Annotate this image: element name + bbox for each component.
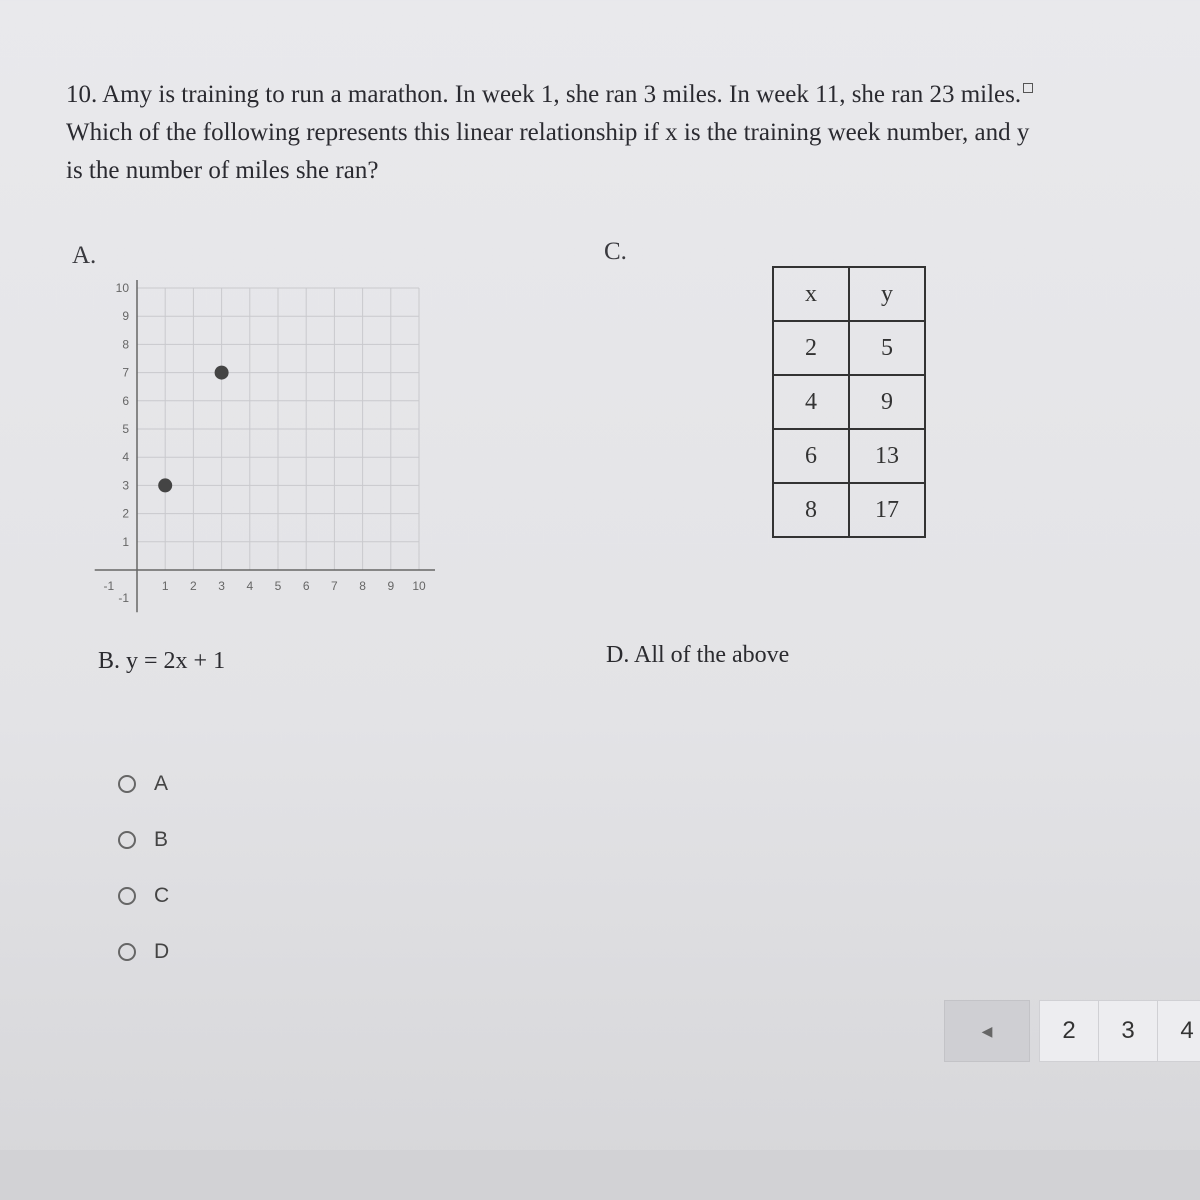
pagination [944, 1000, 1200, 1062]
table-row [773, 321, 925, 375]
table-header-y: y [849, 267, 925, 321]
triangle-left-icon: ◀ [981, 1022, 993, 1039]
answer-choice-a[interactable] [118, 770, 169, 798]
table-cell: 5 [849, 321, 925, 375]
choice-label: A [154, 772, 169, 795]
choice-label: D [154, 940, 170, 963]
question-line-2: Which of the following represents this linear relationship if x is the training week number, and y [66, 119, 1030, 146]
y-tick-label: 7 [122, 365, 129, 380]
question-line-3: is the number of miles she ran? [66, 157, 379, 184]
answer-choice-c[interactable] [118, 882, 169, 910]
y-tick-label: 8 [122, 337, 129, 352]
y-tick-label: 1 [122, 534, 129, 549]
x-tick-label: 1 [161, 579, 169, 593]
answer-choice-d[interactable] [118, 938, 169, 966]
radio-icon[interactable] [118, 775, 136, 793]
table-cell: 6 [773, 429, 849, 483]
table-cell: 2 [773, 321, 849, 375]
x-tick-label: 4 [246, 579, 254, 593]
data-point [215, 366, 229, 380]
choice-label: C [154, 884, 170, 907]
answer-choice-b[interactable] [118, 826, 169, 854]
question-text [66, 76, 1146, 190]
y-tick-label: 3 [122, 478, 129, 493]
y-tick-label: 9 [122, 309, 129, 324]
x-tick-label: 8 [359, 579, 366, 593]
y-tick-label: 6 [122, 393, 129, 408]
page-button-3[interactable]: 3 [1098, 1000, 1158, 1062]
x-tick-label: 3 [218, 579, 225, 593]
option-c-table [772, 266, 926, 538]
table-cell: 4 [773, 375, 849, 429]
x-tick-label: 2 [190, 579, 197, 593]
option-a-graph [85, 280, 435, 620]
table-header-row [773, 267, 925, 321]
x-tick-label: 6 [302, 579, 310, 593]
table-header-x: x [773, 267, 849, 321]
footer-band [0, 1150, 1200, 1200]
y-tick-label: -1 [118, 591, 129, 606]
previous-page-button[interactable] [944, 1000, 1030, 1062]
radio-icon[interactable] [118, 831, 136, 849]
page-button-4[interactable]: 4 [1157, 1000, 1200, 1062]
x-tick-label: 7 [331, 579, 338, 593]
option-d-text: D. All of the above [606, 642, 790, 668]
x-tick-label: 9 [387, 579, 395, 593]
option-c-label: C. [604, 238, 627, 265]
y-tick-label: 2 [122, 506, 129, 521]
question-line-1: 10. Amy is training to run a marathon. In week 1, she ran 3 miles. In week 11, she ran 23 miles. [66, 76, 1146, 114]
x-tick-label: 5 [274, 579, 282, 593]
answer-choices [118, 770, 169, 994]
table-row [773, 375, 925, 429]
square-icon [1023, 83, 1033, 93]
x-tick-label: -1 [103, 579, 115, 593]
option-b-text: B. y = 2x + 1 [98, 648, 226, 674]
data-point [158, 478, 172, 492]
table-cell: 8 [773, 483, 849, 537]
table-cell: 9 [849, 375, 925, 429]
table-cell: 17 [849, 483, 925, 537]
table-row [773, 429, 925, 483]
y-tick-label: 4 [122, 450, 129, 465]
table-row [773, 483, 925, 537]
radio-icon[interactable] [118, 943, 136, 961]
radio-icon[interactable] [118, 887, 136, 905]
table-cell: 13 [849, 429, 925, 483]
page-button-2[interactable]: 2 [1039, 1000, 1099, 1062]
choice-label: B [154, 828, 169, 851]
y-tick-label: 10 [115, 281, 129, 295]
x-tick-label: 10 [412, 579, 426, 593]
option-a-label: A. [72, 242, 97, 269]
y-tick-label: 5 [122, 422, 129, 436]
